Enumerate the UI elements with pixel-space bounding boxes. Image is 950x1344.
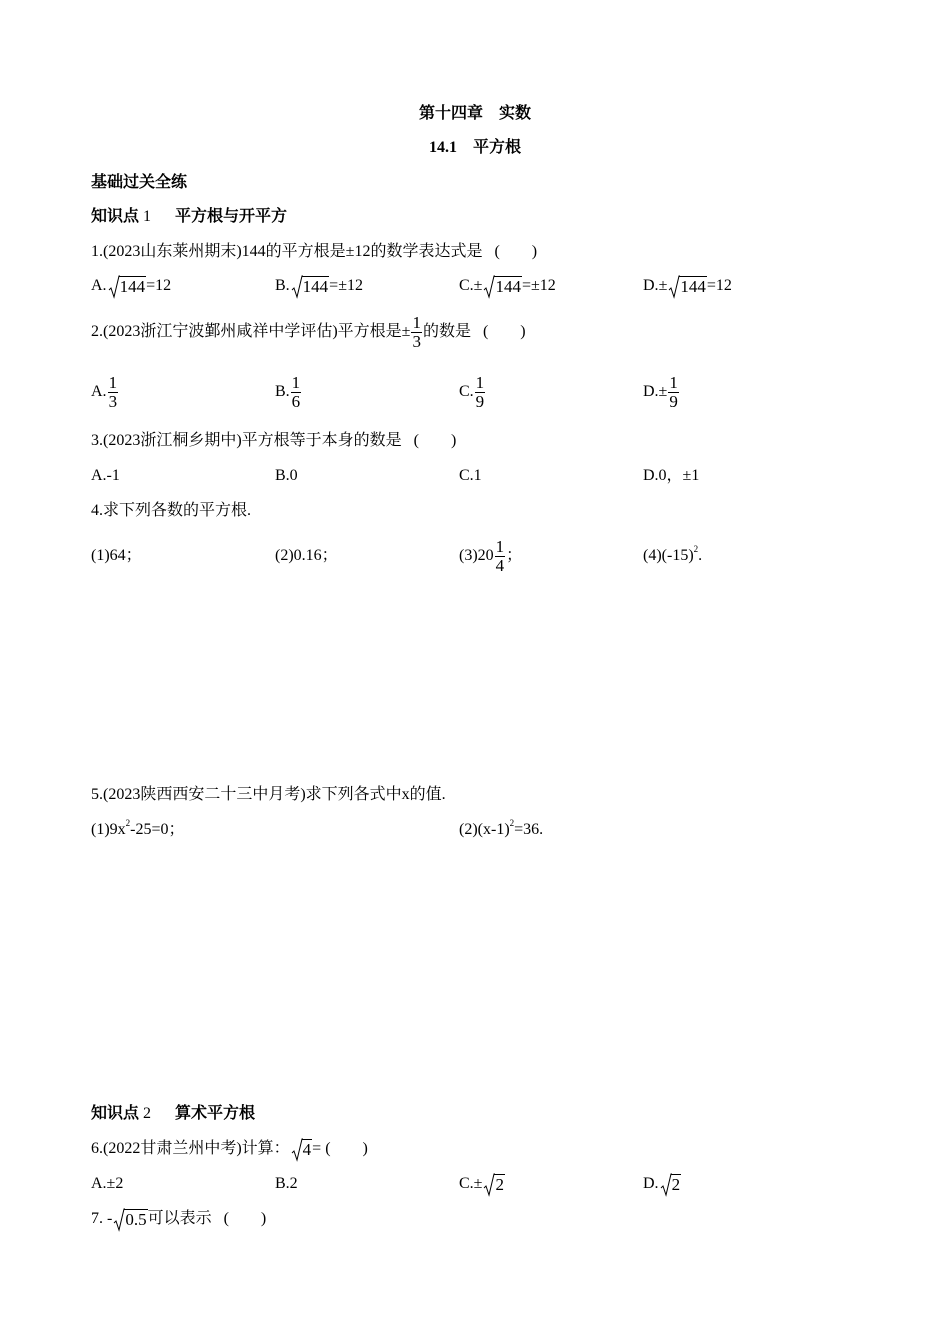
question-2-stem (91, 311, 526, 353)
section-title-text: 14.1 平方根 (428, 139, 521, 156)
q6-option-a[interactable]: A.±2 (91, 1175, 124, 1192)
q6-option-d[interactable]: D. 2 (643, 1172, 681, 1196)
kp2-number: 2 (143, 1105, 152, 1122)
q2-option-d[interactable]: D.± $\frac{1}{9}$ (643, 372, 678, 411)
fraction: $\frac{1}{3}$ (412, 312, 421, 351)
question-5-stem: 5.(2023陕西西安二十三中月考)求下列各式中x的值. (91, 786, 446, 803)
q2-option-b[interactable]: B. $\frac{1}{6}$ (275, 372, 301, 411)
q5-item-1: $(1)9x^2-25=0$； (91, 818, 185, 838)
q1-option-a-label: A. (91, 277, 107, 294)
q1-option-a[interactable]: A. 144=12 (91, 274, 171, 298)
question-4-items (91, 535, 871, 579)
q1-option-c[interactable]: C.± 144=±12 (459, 274, 556, 298)
sqrt-symbol (108, 276, 147, 298)
sqrt-symbol (291, 276, 330, 298)
section-title (0, 138, 950, 158)
fraction: $\frac{1}{3}$ (108, 372, 118, 411)
q2-stem-after: 的数是 (422, 323, 471, 340)
kp2-prefix: 知识点 (91, 1105, 140, 1122)
q1-option-b[interactable]: B. 144=±12 (275, 274, 363, 298)
sqrt-symbol: 2 (483, 1174, 505, 1196)
fraction: $\frac{1}{4}$ (495, 536, 505, 575)
q6-radicand: 4 (302, 1140, 312, 1159)
question-5-items (91, 818, 871, 858)
q1-answer-paren: ( ) (494, 243, 538, 260)
q6-option-b[interactable]: B.2 (275, 1175, 298, 1192)
q6-stem-before: 6.(2022甘肃兰州中考)计算： (91, 1140, 290, 1157)
q1-option-a-radicand: 144 (119, 277, 146, 296)
q1-option-d-label: D. (643, 277, 659, 294)
q6-stem-after: = ( ) (312, 1140, 368, 1157)
kp1-number: 1 (143, 208, 152, 225)
question-3-stem (91, 430, 456, 452)
sqrt-symbol (668, 276, 707, 298)
question-1-options (91, 274, 871, 314)
question-6-stem (91, 1137, 368, 1161)
q7-prefix: 7. - (91, 1210, 113, 1227)
q3-answer-paren: ( ) (413, 432, 457, 449)
q7-radicand: 0.5 (125, 1210, 147, 1229)
q1-option-c-label: C. (459, 277, 474, 294)
sqrt-symbol: 2 (660, 1174, 682, 1196)
q3-option-b[interactable]: B.0 (275, 467, 298, 484)
chapter-title: 第十四章 实数 (418, 105, 531, 122)
q7-stem-after: 可以表示 (147, 1210, 212, 1227)
radical-sign-icon (483, 1173, 495, 1197)
kp1-prefix: 知识点 (91, 208, 140, 225)
fraction: $\frac{1}{6}$ (291, 372, 301, 411)
sqrt-symbol (291, 1139, 313, 1161)
q1-stem-text: 1.(2023山东莱州期末)144的平方根是±12的数学表达式是 (91, 243, 483, 260)
fraction: $\frac{1}{9}$ (669, 372, 678, 411)
radical-sign-icon (113, 1208, 125, 1232)
q2-option-c[interactable]: C. $\frac{1}{9}$ (459, 372, 485, 411)
q3-stem-text: 3.(2023浙江桐乡期中)平方根等于本身的数是 (91, 432, 402, 449)
question-1-stem (91, 241, 537, 263)
question-2-options (91, 371, 871, 415)
question-7-stem (91, 1207, 266, 1231)
kp1-title: 平方根与开平方 (175, 208, 288, 225)
q5-item-2: $(2)(x-1)^2=36$. (459, 818, 544, 838)
knowledge-point-2-heading (91, 1104, 255, 1124)
q2-answer-paren: ( ) (482, 323, 526, 340)
section-heading: 基础过关全练 (91, 174, 188, 191)
q2-option-a[interactable]: A. $\frac{1}{3}$ (91, 372, 118, 411)
radical-sign-icon (108, 275, 120, 299)
question-4-stem: 4.求下列各数的平方根. (91, 502, 252, 519)
radical-sign-icon (483, 275, 495, 299)
q7-answer-paren: ( ) (223, 1210, 267, 1227)
q4-item-4: $(4)(-15)^2$. (643, 544, 703, 564)
radical-sign-icon (660, 1173, 672, 1197)
sqrt-symbol (113, 1209, 147, 1231)
q4-item-3: (3)20 $\frac{1}{4}$ ； (459, 536, 523, 575)
q4-item-1: (1)64； (91, 547, 142, 564)
question-3-options (91, 464, 871, 504)
q1-option-d-radicand: 144 (680, 277, 706, 296)
radical-sign-icon (291, 1138, 303, 1162)
radical-sign-icon (668, 275, 680, 299)
q1-option-b-label: B. (275, 277, 290, 294)
q1-option-c-radicand: 144 (495, 277, 521, 296)
q3-option-c[interactable]: C.1 (459, 467, 482, 484)
q2-stem-before: 2.(2023浙江宁波鄞州咸祥中学评估)平方根是± (91, 323, 411, 340)
q1-option-b-radicand: 144 (302, 277, 329, 296)
q3-option-a[interactable]: A.-1 (91, 467, 120, 484)
question-6-options (91, 1172, 871, 1212)
knowledge-point-1-heading (91, 207, 287, 227)
kp2-title: 算术平方根 (175, 1105, 256, 1122)
sqrt-symbol (483, 276, 522, 298)
q6-option-c[interactable]: C.± 2 (459, 1172, 505, 1196)
q3-option-d[interactable]: D.0，±1 (643, 467, 700, 484)
radical-sign-icon (291, 275, 303, 299)
fraction: $\frac{1}{9}$ (475, 372, 485, 411)
q1-option-d[interactable]: D.± 144=12 (643, 274, 732, 298)
q4-item-2: (2)0.16； (275, 547, 338, 564)
